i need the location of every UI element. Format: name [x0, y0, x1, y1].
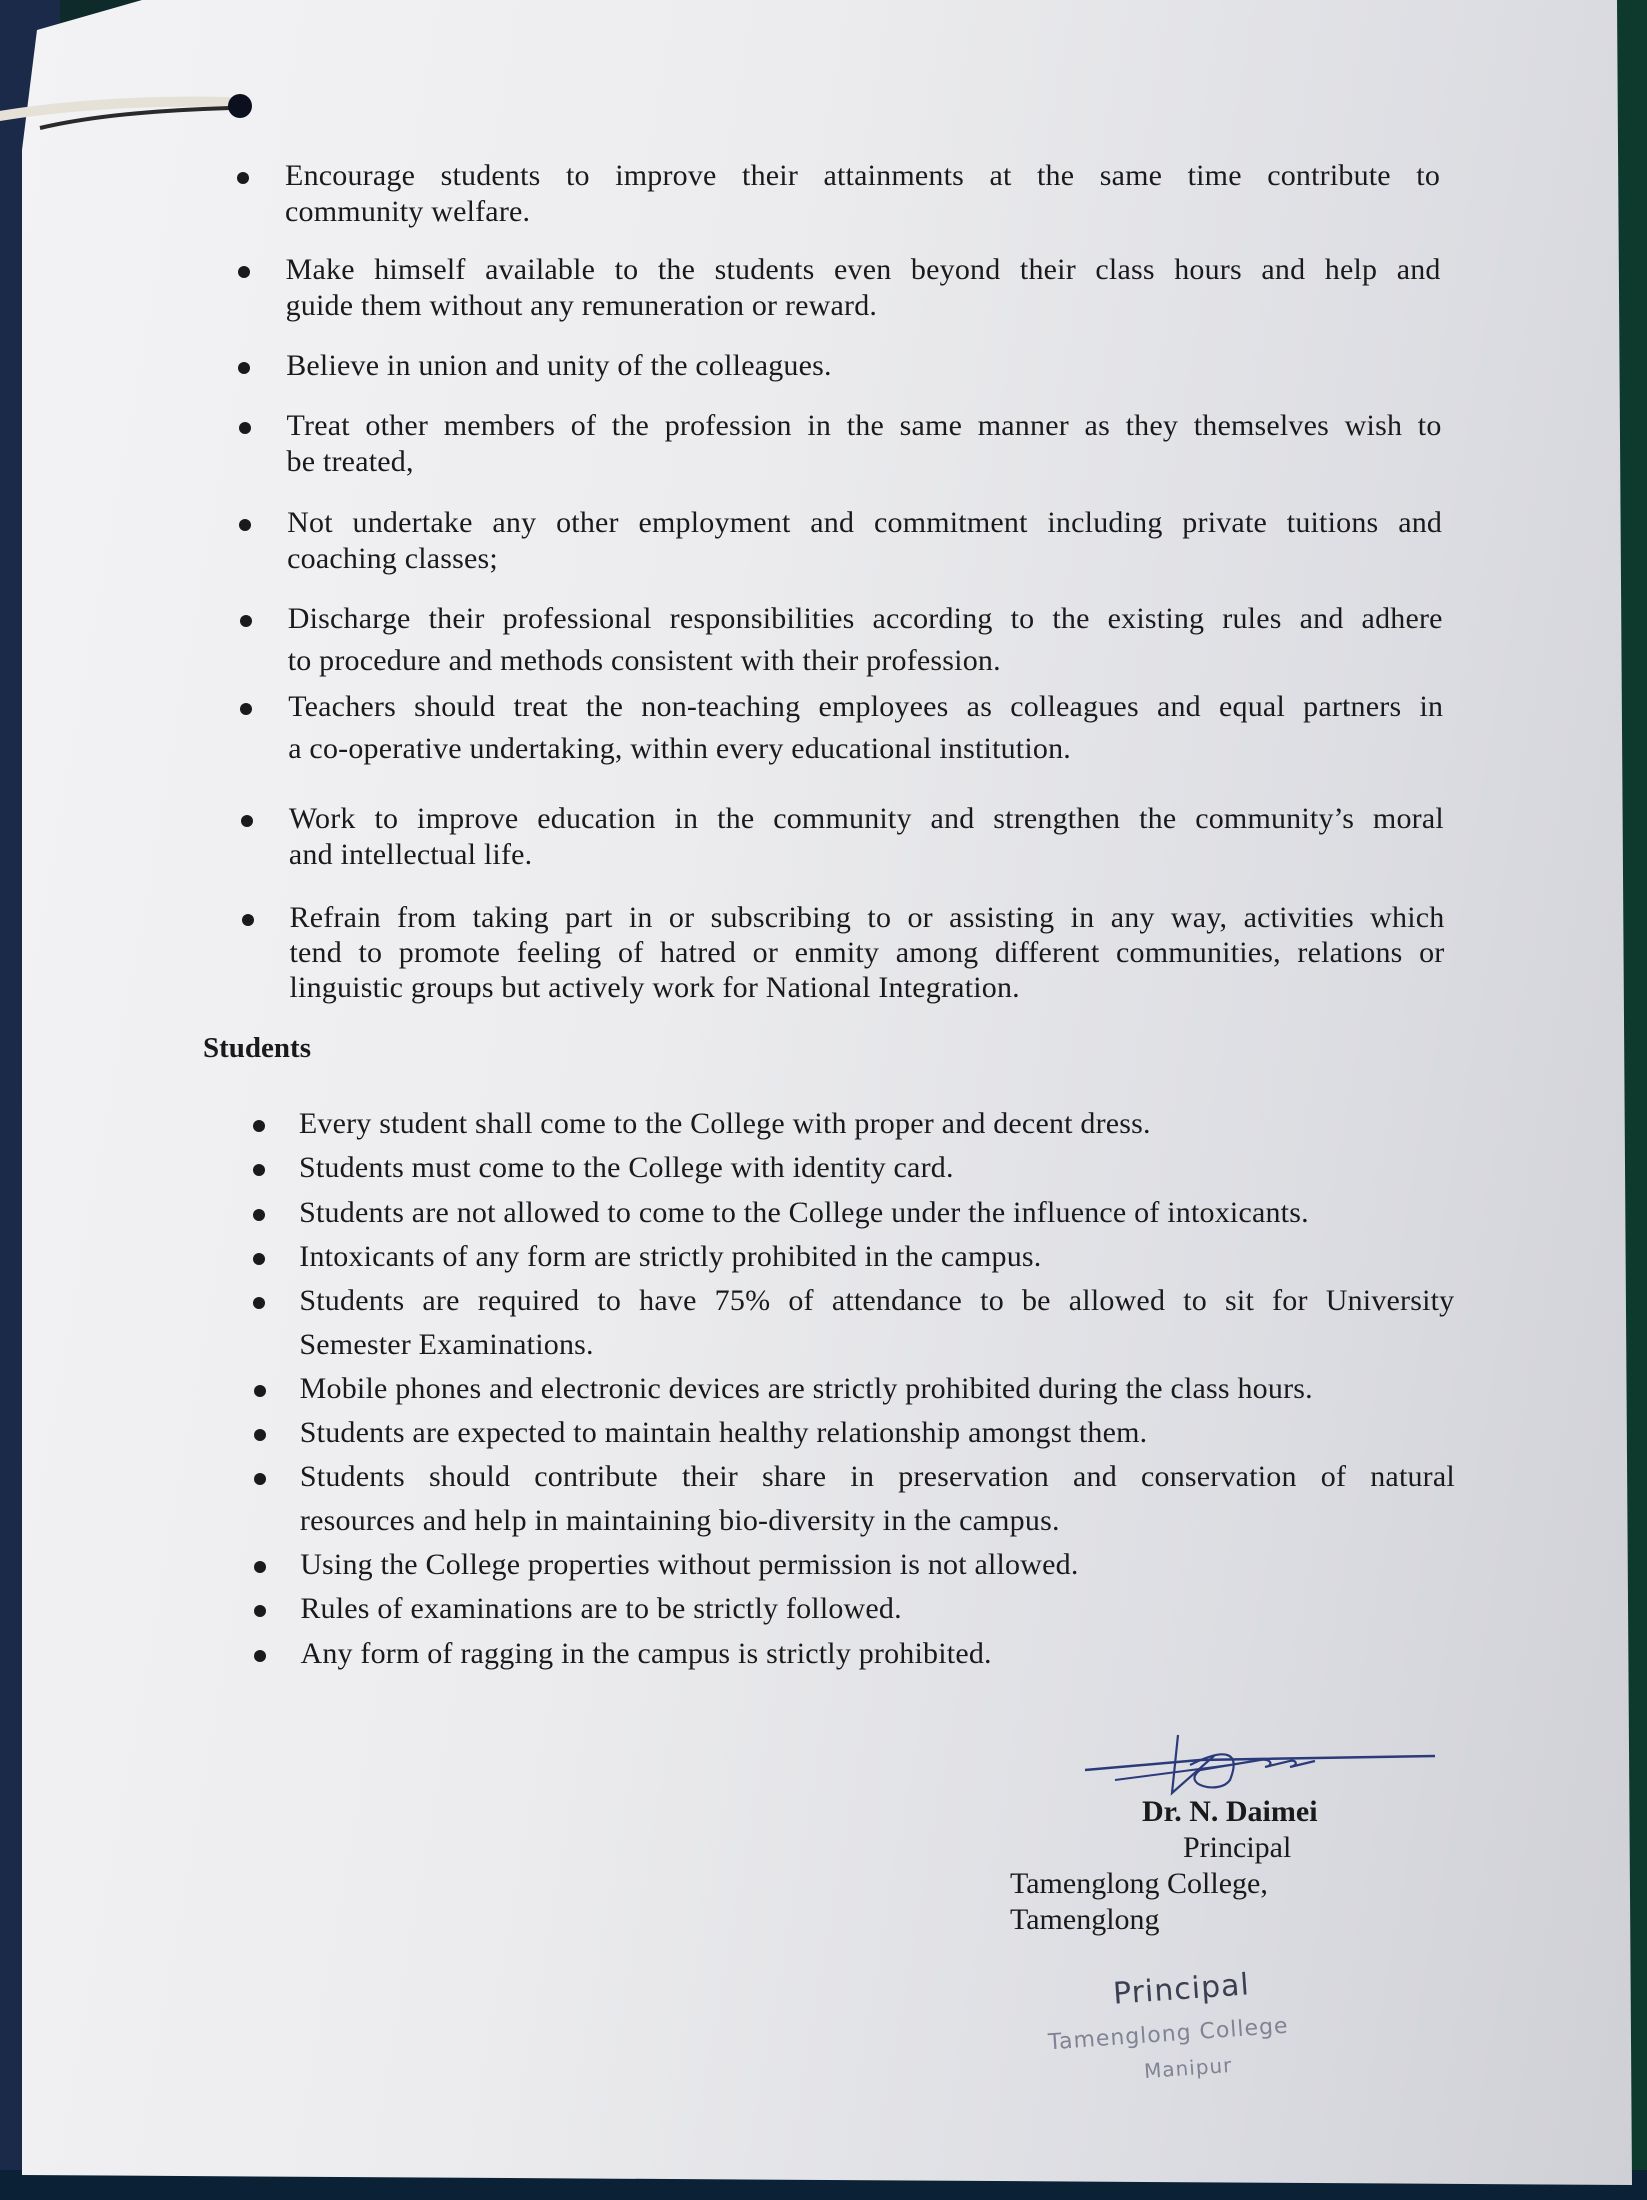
student-rule-bullet-icon [254, 1473, 266, 1485]
student-rule-item-line: Semester Examinations. [299, 1328, 594, 1361]
teacher-guideline-bullet-icon [239, 422, 251, 434]
teacher-guideline-item-line: be treated, [286, 445, 414, 478]
teacher-guideline-item-line: Encourage students to improve their attainments at the same time contribute to [285, 159, 1441, 192]
teacher-guideline-bullet-icon [237, 172, 249, 184]
student-rule-item-line: Students are not allowed to come to the College under the influence of intoxicants. [299, 1196, 1309, 1229]
student-rule-item-line: Students must come to the College with identity card. [299, 1151, 954, 1184]
teacher-guideline-item-line: Treat other members of the profession in the same manner as they themselves wish to [286, 409, 1442, 442]
student-rule-item-line: Students should contribute their share in preservation and conservation of natural [299, 1460, 1455, 1493]
student-rule-item-line: Mobile phones and electronic devices are strictly prohibited during the class hours. [299, 1372, 1313, 1405]
teacher-guideline-item-line: and intellectual life. [288, 838, 533, 871]
student-rule-item-line: Any form of ragging in the campus is strictly prohibited. [300, 1637, 992, 1670]
stamp-title: Principal [1111, 1967, 1251, 2012]
student-rule-bullet-icon [254, 1385, 266, 1397]
teacher-guideline-bullet-icon [240, 615, 252, 627]
student-rule-item-line: Intoxicants of any form are strictly prohibited in the campus. [299, 1240, 1042, 1273]
teacher-guideline-bullet-icon [241, 815, 253, 827]
teacher-guideline-item-line: a co-operative undertaking, within every educational institution. [288, 732, 1071, 765]
teacher-guideline-bullet-icon [238, 266, 250, 278]
teacher-guideline-item-line: Teachers should treat the non-teaching employees as colleagues and equal partners in [288, 690, 1444, 723]
signatory-place: Tamenglong [1010, 1903, 1160, 1936]
teacher-guideline-item-line: Discharge their professional responsibilities according to the existing rules and adhere [287, 602, 1443, 635]
student-rule-bullet-icon [253, 1164, 265, 1176]
teacher-guideline-item-line: Make himself available to the students even beyond their class hours and help and [285, 253, 1441, 286]
document-page [22, 0, 1632, 2185]
signatory-title: Principal [1183, 1831, 1292, 1864]
stamp-state: Manipur [1143, 2052, 1234, 2084]
teacher-guideline-item-line: coaching classes; [287, 542, 498, 575]
student-rule-item-line: Students are expected to maintain healthy relationship amongst them. [299, 1416, 1148, 1449]
teacher-guideline-bullet-icon [242, 914, 254, 926]
signature-icon [1080, 1725, 1440, 1800]
teacher-guideline-item-line: Not undertake any other employment and commitment including private tuitions and [287, 506, 1443, 539]
student-rule-item-line: Every student shall come to the College with proper and decent dress. [298, 1107, 1151, 1140]
student-rule-item-line: resources and help in maintaining bio-diversity in the campus. [299, 1504, 1060, 1537]
student-rule-bullet-icon [254, 1429, 266, 1441]
teacher-guideline-item-line: tend to promote feeling of hatred or enmity among different communities, relations or [289, 936, 1445, 969]
teacher-guideline-item-line: Refrain from taking part in or subscribing to or assisting in any way, activities which [289, 901, 1445, 934]
teacher-guideline-item-line: to procedure and methods consistent with their profession. [287, 644, 1001, 677]
student-rule-item-line: Rules of examinations are to be strictly followed. [300, 1592, 902, 1625]
teacher-guideline-item-line: linguistic groups but actively work for National Integration. [289, 971, 1020, 1004]
teacher-guideline-item-line: Believe in union and unity of the colleagues. [286, 349, 832, 382]
student-rule-item-line: Students are required to have 75% of attendance to be allowed to sit for University [299, 1284, 1455, 1317]
stamp-organization: Tamenglong College [1047, 2013, 1290, 2056]
student-rule-item-line: Using the College properties without permission is not allowed. [300, 1548, 1079, 1581]
teacher-guideline-item-line: Work to improve education in the community and strengthen the community’s moral [288, 802, 1444, 835]
signatory-name: Dr. N. Daimei [1142, 1795, 1318, 1828]
students-heading: Students [203, 1032, 311, 1064]
teacher-guideline-item-line: community welfare. [285, 195, 531, 228]
binding-thread-icon [0, 92, 262, 132]
signatory-organization: Tamenglong College, [1010, 1867, 1268, 1900]
student-rule-bullet-icon [253, 1120, 265, 1132]
teacher-guideline-item-line: guide them without any remuneration or reward. [285, 289, 878, 322]
